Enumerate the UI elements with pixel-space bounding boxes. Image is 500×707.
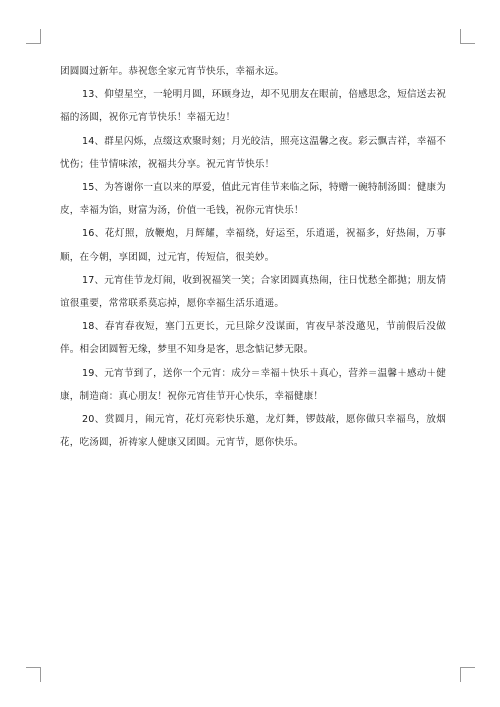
paragraph-17: 17、元宵佳节龙灯闹，收到祝福笑一笑；合家团圆真热闹，往日忧愁全都抛；朋友情谊很重要，常常联系莫忘掉，愿你幸福生活乐逍遥。	[60, 274, 446, 310]
paragraph-13: 13、仰望星空，一轮明月圆，环顾身边，却不见朋友在眼前，倍感思念，短信送去祝福的汤圆，祝你元宵节快乐！幸福无边！	[60, 89, 446, 124]
crop-mark-bottom-left	[26, 667, 41, 682]
paragraph-15: 15、为答谢你一直以来的厚爱，值此元宵佳节来临之际，特赠一碗特制汤圆：健康为皮，幸福为馅，财富为汤，价值一毛钱，祝你元宵快乐！	[60, 182, 446, 217]
paragraph-18: 18、春宵春夜短，塞门五更长，元旦除夕没谋面，宵夜早茶没邀见，节前假后没做伴。相会团圆暂无缘，梦里不知身是客，思念惦记梦无限。	[60, 321, 446, 356]
crop-mark-top-right	[460, 29, 475, 44]
paragraph-continuation: 团圆圆过新年。恭祝您全家元宵节快乐，幸福永远。	[60, 66, 285, 77]
document-body	[60, 60, 446, 454]
paragraph-14: 14、群星闪烁，点缀这欢聚时刻；月光皎洁，照亮这温馨之夜。彩云飘吉祥，幸福不忧伤；佳节情味浓，祝福共分享。祝元宵节快乐！	[60, 135, 446, 170]
crop-mark-top-left	[26, 29, 41, 44]
paragraph-19: 19、元宵节到了，送你一个元宵：成分＝幸福＋快乐＋真心，营养＝温馨＋感动＋健康，制造商：真心朋友！祝你元宵佳节开心快乐，幸福健康！	[60, 367, 446, 402]
crop-mark-bottom-right	[460, 667, 475, 682]
paragraph-16: 16、花灯照，放鞭炮，月辉耀，幸福绕，好运至，乐逍遥，祝福多，好热闹，万事顺，在今朝，享团圆，过元宵，传短信，很美妙。	[60, 228, 446, 263]
paragraph-20: 20、赏圆月，闹元宵，花灯亮彩快乐邀，龙灯舞，锣鼓敲，愿你做只幸福鸟，放烟花，吃汤圆，祈祷家人健康又团圆。元宵节，愿你快乐。	[60, 414, 446, 449]
